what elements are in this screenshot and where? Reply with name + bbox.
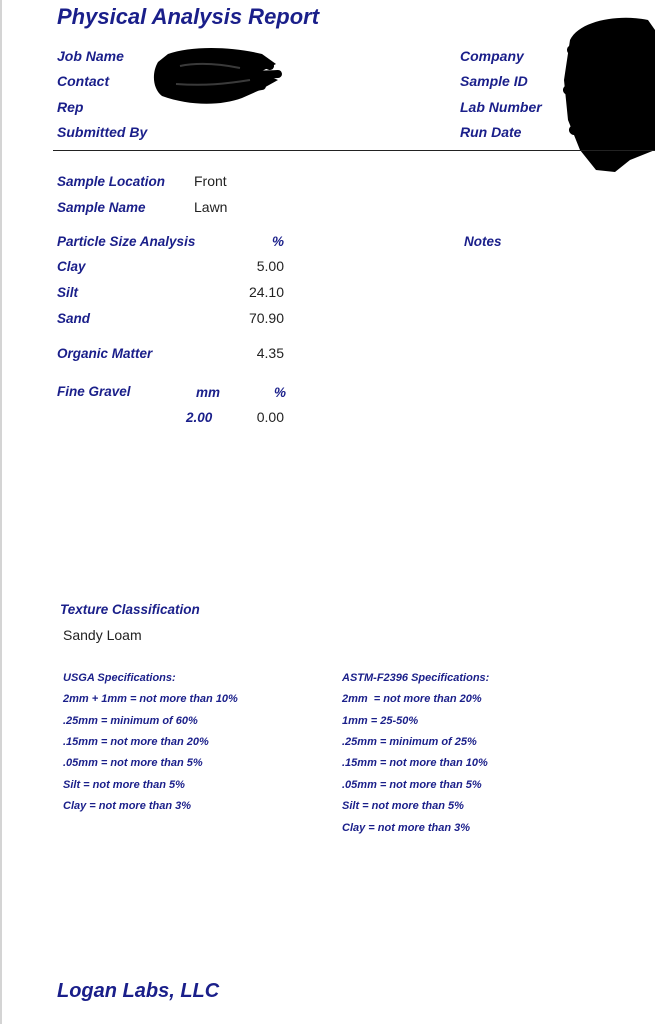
astm-spec-line: .25mm = minimum of 25% xyxy=(342,736,477,748)
fine-gravel-label: Fine Gravel xyxy=(57,384,131,399)
astm-heading: ASTM-F2396 Specifications: xyxy=(342,672,490,684)
sand-value: 70.90 xyxy=(248,310,284,326)
astm-spec-line: .15mm = not more than 10% xyxy=(342,757,488,769)
contact-label: Contact xyxy=(57,73,110,89)
job-name-label: Job Name xyxy=(57,48,124,64)
submitted-by-label: Submitted By xyxy=(57,124,148,140)
astm-spec-line: .05mm = not more than 5% xyxy=(342,779,482,791)
page-edge xyxy=(0,0,2,1024)
organic-matter-value: 4.35 xyxy=(256,345,284,361)
organic-matter-label: Organic Matter xyxy=(57,346,153,361)
particle-percent-header: % xyxy=(272,234,285,249)
gravel-mm-header: mm xyxy=(196,385,221,400)
header-divider xyxy=(53,150,655,151)
usga-spec-line: Silt = not more than 5% xyxy=(63,779,185,791)
rep-label: Rep xyxy=(57,99,84,115)
astm-spec-line: 1mm = 25-50% xyxy=(342,715,419,727)
gravel-percent-value: 0.00 xyxy=(256,409,284,425)
usga-spec-line: Clay = not more than 3% xyxy=(63,800,192,812)
usga-heading: USGA Specifications: xyxy=(63,672,176,684)
usga-spec-line: .25mm = minimum of 60% xyxy=(63,715,198,727)
company-label: Company xyxy=(460,48,524,64)
sample-location-value: Front xyxy=(194,173,227,189)
silt-value: 24.10 xyxy=(248,284,284,300)
report-title: Physical Analysis Report xyxy=(57,4,320,29)
notes-label: Notes xyxy=(464,234,502,249)
astm-spec-line: Silt = not more than 5% xyxy=(342,800,464,812)
lab-number-label: Lab Number xyxy=(460,99,542,115)
astm-spec-line: 2mm = not more than 20% xyxy=(342,693,482,705)
redaction-scribble-left xyxy=(150,44,285,110)
usga-spec-line: .05mm = not more than 5% xyxy=(63,757,203,769)
astm-spec-line: Clay = not more than 3% xyxy=(342,822,471,834)
footer-company: Logan Labs, LLC xyxy=(57,980,220,1002)
sample-id-label: Sample ID xyxy=(460,73,528,89)
silt-label: Silt xyxy=(57,285,79,300)
run-date-label: Run Date xyxy=(460,124,522,140)
sample-name-label: Sample Name xyxy=(57,200,146,215)
clay-label: Clay xyxy=(57,259,86,274)
sand-label: Sand xyxy=(57,311,91,326)
usga-spec-line: .15mm = not more than 20% xyxy=(63,736,209,748)
texture-heading: Texture Classification xyxy=(60,602,200,617)
particle-size-heading: Particle Size Analysis xyxy=(57,234,196,249)
clay-value: 5.00 xyxy=(256,258,284,274)
gravel-mm-value: 2.00 xyxy=(186,410,213,425)
sample-name-value: Lawn xyxy=(194,199,228,215)
usga-spec-line: 2mm + 1mm = not more than 10% xyxy=(63,693,238,705)
texture-value: Sandy Loam xyxy=(63,627,142,643)
gravel-percent-header: % xyxy=(274,385,287,400)
sample-location-label: Sample Location xyxy=(57,174,166,189)
